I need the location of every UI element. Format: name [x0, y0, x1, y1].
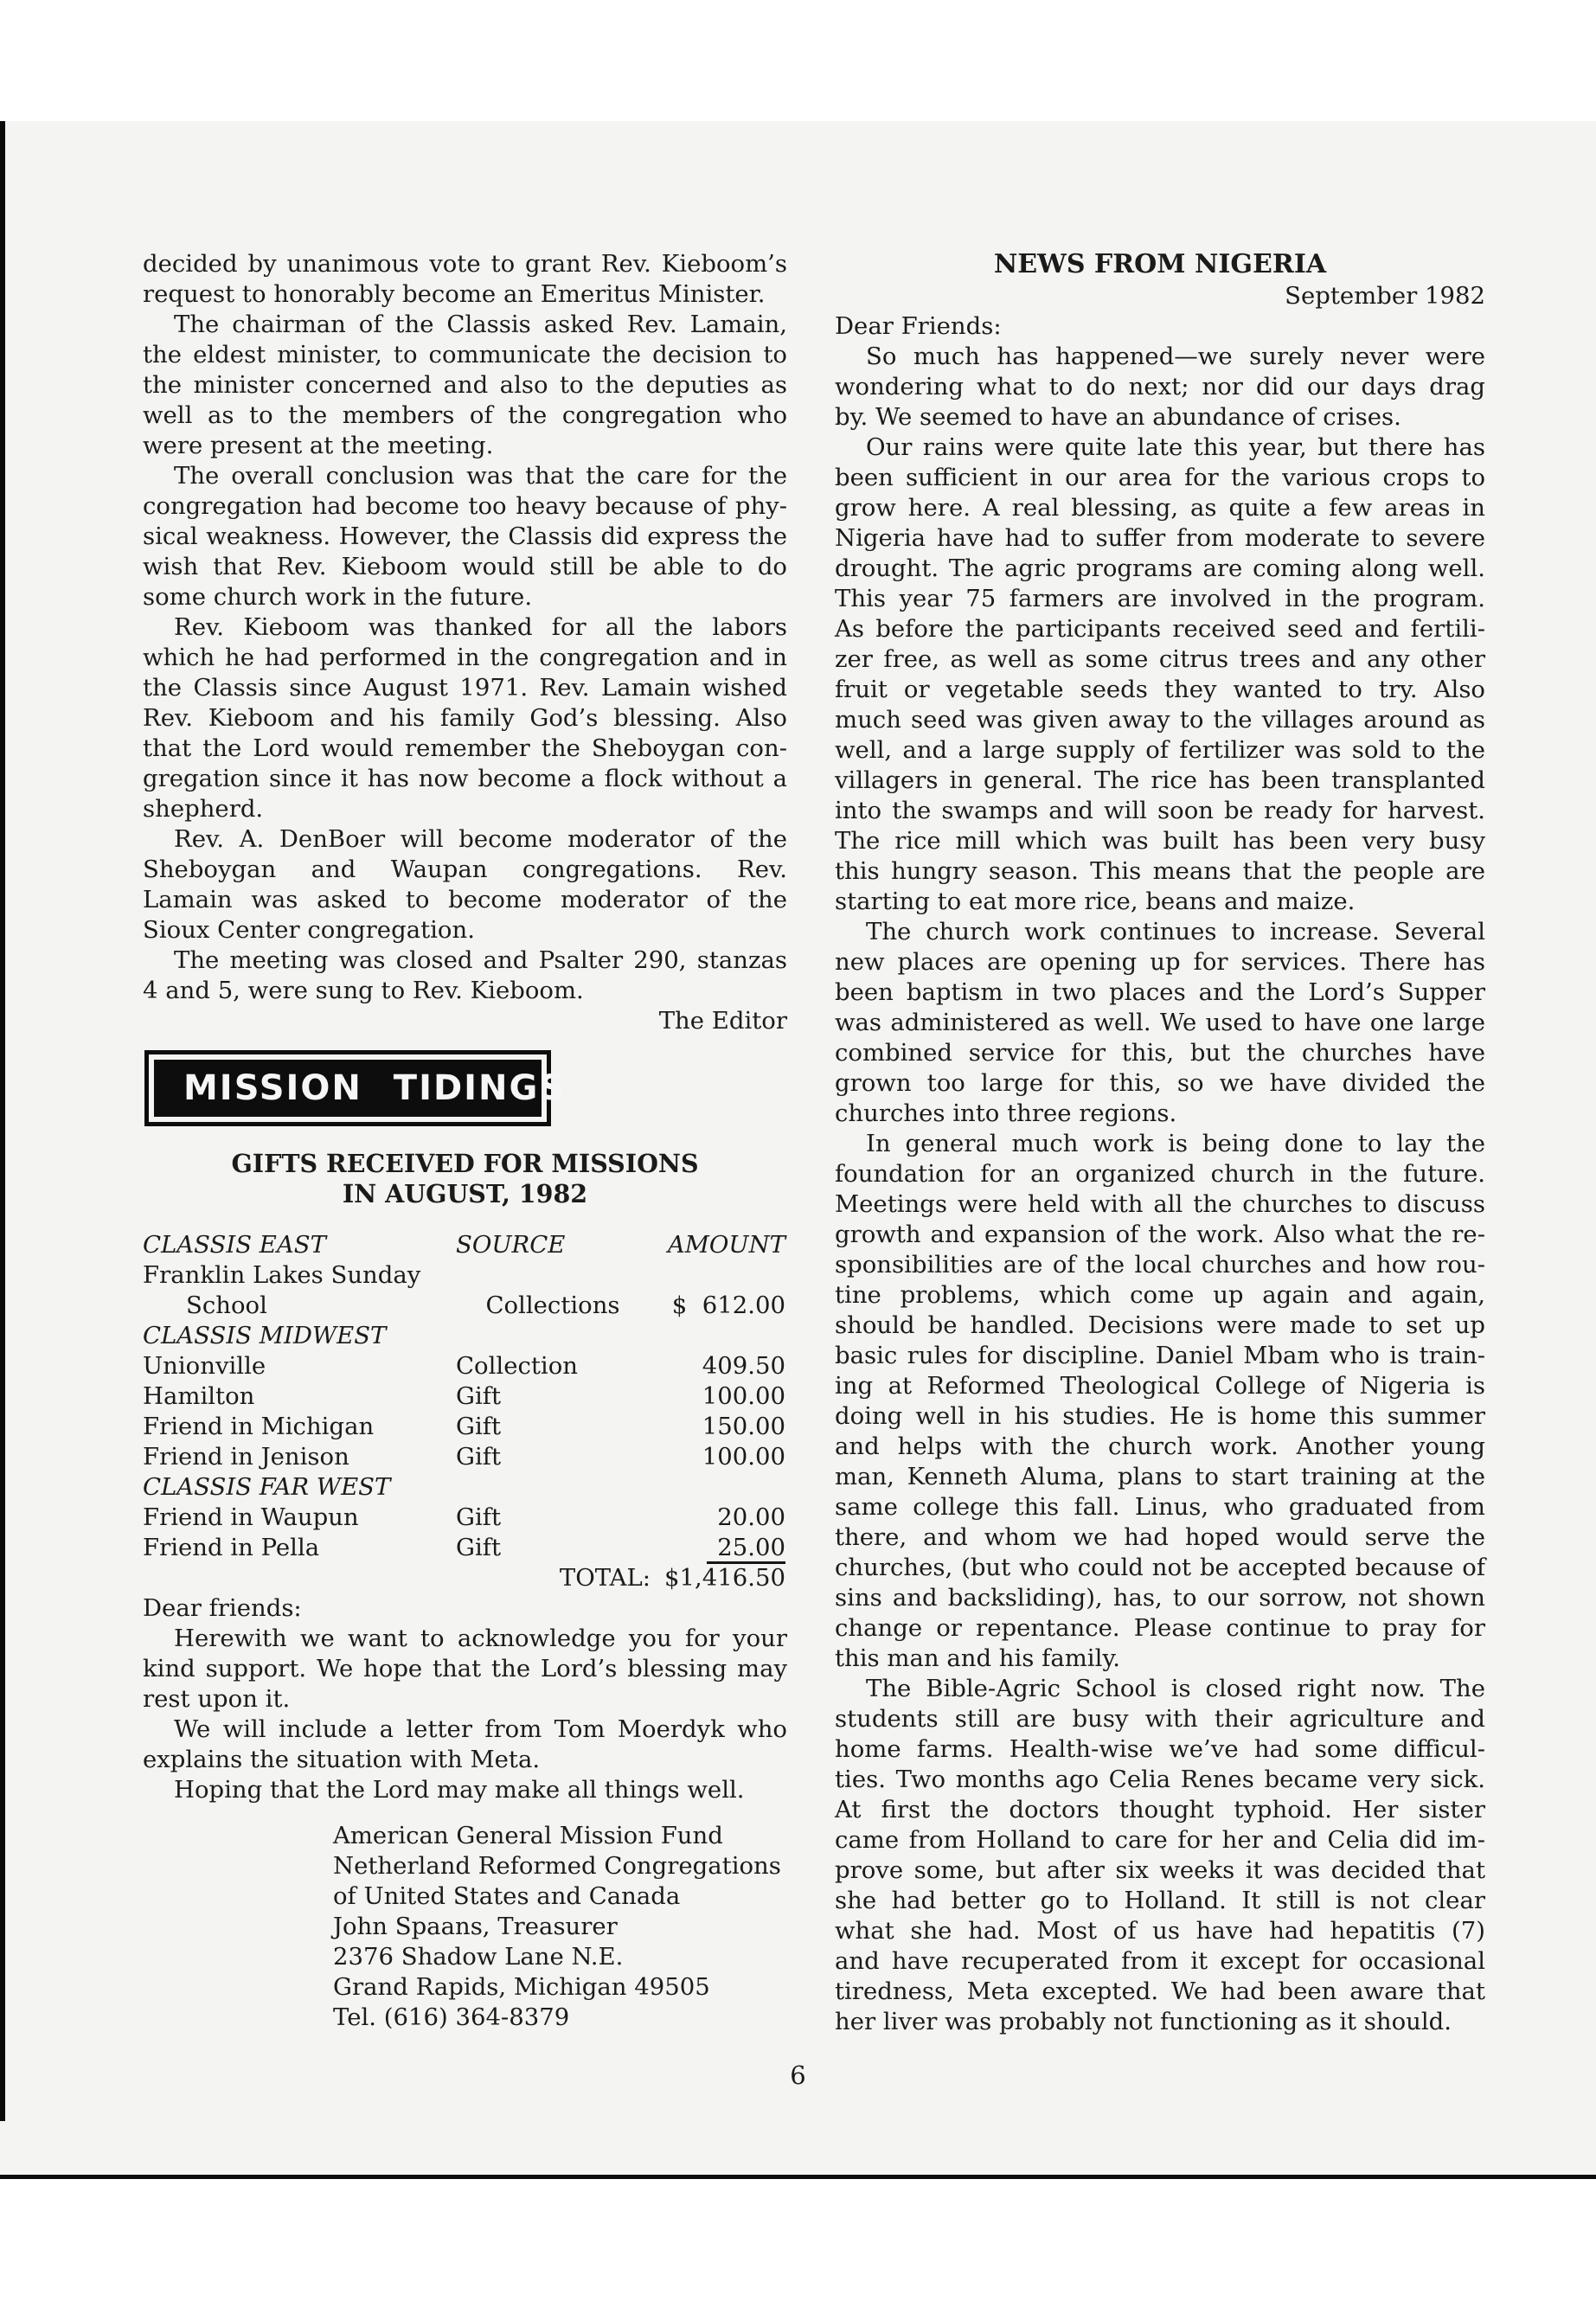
nigeria-letter-paragraphs: [835, 342, 1485, 2037]
text-line: doing well in his studies. He is home this summer: [835, 1402, 1485, 1430]
text-line: Sheboygan and Waupan congregations. Rev.: [143, 856, 787, 883]
gifts-name-cell: CLASSIS MIDWEST: [143, 1322, 387, 1349]
text-line: Meetings were held with all the churches to discuss: [835, 1190, 1485, 1218]
text-line: grown too large for this, so we have divided the: [835, 1069, 1485, 1097]
gifts-table-row: [143, 1412, 787, 1442]
text-line: into the swamps and will soon be ready for harvest.: [835, 797, 1485, 824]
text-line: gregation since it has now become a flock without a: [143, 765, 787, 792]
page-number: 6: [790, 2061, 806, 2090]
text-line: shepherd.: [143, 795, 264, 823]
text-line: came from Holland to care for her and Celia did im-: [835, 1826, 1485, 1854]
gifts-source-cell: Collections: [485, 1292, 620, 1319]
text-line: this hungry season. This means that the people are: [835, 857, 1485, 885]
gifts-name-cell: Friend in Michigan: [143, 1413, 375, 1440]
gifts-amount-cell: $ 612.00: [671, 1292, 785, 1319]
gifts-name-cell: School: [186, 1292, 267, 1319]
news-from-nigeria-heading: NEWS FROM NIGERIA: [993, 249, 1327, 279]
text-line: man, Kenneth Aluma, plans to start training at the: [835, 1463, 1485, 1490]
text-line: this man and his family.: [835, 1644, 1121, 1672]
text-line: kind support. We hope that the Lord’s blessing may: [143, 1655, 787, 1682]
address-line: Grand Rapids, Michigan 49505: [333, 1973, 710, 2001]
text-line: zer free, as well as some citrus trees and any other: [835, 645, 1485, 673]
paragraph: [143, 310, 787, 461]
gifts-name-cell: Franklin Lakes Sunday: [143, 1261, 421, 1289]
text-line: been sufficient in our area for the various crops to: [835, 464, 1485, 491]
text-line: decided by unanimous vote to grant Rev. Kieboom’s: [143, 250, 787, 278]
text-line: The rice mill which was built has been very busy: [835, 827, 1485, 855]
text-line: were present at the meeting.: [143, 432, 494, 459]
gifts-source-cell: [456, 1321, 651, 1351]
gifts-heading-line2: IN AUGUST, 1982: [342, 1179, 588, 1208]
gifts-table-row: [143, 1351, 787, 1381]
text-line: sponsibilities are of the local churches and how rou-: [835, 1251, 1485, 1279]
text-line: combined service for this, but the churches have: [835, 1039, 1485, 1067]
text-line: tiredness, Meta excepted. We had been aware that: [835, 1977, 1485, 2005]
paragraph: [143, 461, 787, 612]
text-line: The Bible-Agric School is closed right now. The: [866, 1675, 1485, 1702]
text-line: This year 75 farmers are involved in the program.: [835, 585, 1485, 612]
mission-tidings-banner: [144, 1050, 567, 1126]
text-line: well, and a large supply of fertilizer was sold to the: [835, 736, 1485, 764]
appeal-paragraphs: [143, 1624, 787, 1805]
text-line: ing at Reformed Theological College of Nigeria is: [835, 1372, 1485, 1400]
gifts-amount-cell: [651, 1321, 787, 1351]
paragraph: [835, 342, 1485, 433]
text-line: students still are busy with their agriculture and: [835, 1705, 1485, 1733]
text-line: Rev. Kieboom was thanked for all the labors: [174, 613, 787, 641]
gifts-amount-cell: $1,416.50: [664, 1564, 785, 1592]
gifts-source-cell: Gift: [456, 1534, 501, 1561]
letter-dateline: September 1982: [1285, 282, 1485, 310]
scan-bottom-rule: [0, 2175, 1596, 2179]
gifts-name-cell: [143, 1563, 456, 1593]
text-line: much seed was given away to the villages around as: [835, 706, 1485, 734]
text-line: the eldest minister, to communicate the decision to: [143, 341, 787, 369]
gifts-source-cell: [456, 1260, 651, 1291]
paragraph: [835, 1129, 1485, 1674]
paragraph: [143, 249, 787, 310]
gifts-table-row: [143, 1381, 787, 1412]
text-line: We will include a letter from Tom Moerdyk who: [174, 1715, 787, 1743]
article-byline: The Editor: [658, 1007, 787, 1035]
gifts-amount-cell: AMOUNT: [667, 1231, 785, 1259]
gifts-table-row: [143, 1533, 787, 1563]
address-line: 2376 Shadow Lane N.E.: [333, 1943, 624, 1971]
text-line: new places are opening up for services. There has: [835, 948, 1485, 976]
letter-salutation: Dear Friends:: [835, 312, 1002, 340]
address-line: John Spaans, Treasurer: [333, 1913, 618, 1940]
paragraph: [143, 612, 787, 824]
gifts-table-row: [143, 1291, 787, 1321]
gifts-amount-cell: 100.00: [702, 1443, 785, 1471]
gifts-source-cell: SOURCE: [456, 1231, 566, 1259]
paragraph: [835, 433, 1485, 917]
paragraph: [143, 1624, 787, 1715]
text-line: sical weakness. However, the Classis did express the: [143, 522, 787, 550]
gifts-table-row: [143, 1230, 787, 1260]
appeal-salutation: Dear friends:: [143, 1594, 302, 1622]
text-line: explains the situation with Meta.: [143, 1746, 541, 1773]
gifts-name-cell: CLASSIS FAR WEST: [143, 1473, 391, 1501]
text-line: was administered as well. We used to have one large: [835, 1009, 1485, 1036]
gifts-table-row: [143, 1563, 787, 1593]
text-line: Lamain was asked to become moderator of the: [143, 886, 787, 913]
text-line: home farms. Health-wise we’ve had some difficul-: [835, 1735, 1485, 1763]
gifts-name-cell: Friend in Jenison: [143, 1443, 349, 1471]
classis-article-continuation: [143, 249, 787, 1006]
gifts-source-cell: Gift: [456, 1413, 501, 1440]
gifts-source-cell: Gift: [456, 1443, 501, 1471]
mission-tidings-banner-text: MISSION TIDINGS: [154, 1060, 542, 1117]
text-line: should be handled. Decisions were made to set up: [835, 1311, 1485, 1339]
gifts-table-row: [143, 1260, 787, 1291]
gifts-source-cell: TOTAL:: [559, 1564, 651, 1592]
text-line: 4 and 5, were sung to Rev. Kieboom.: [143, 977, 584, 1004]
text-line: rest upon it.: [143, 1685, 291, 1713]
text-line: congregation had become too heavy because of phy-: [143, 492, 787, 520]
gifts-source-cell: Collection: [456, 1352, 578, 1380]
paragraph: [835, 917, 1485, 1129]
text-line: villagers in general. The rice has been transplanted: [835, 766, 1485, 794]
paragraph: [143, 945, 787, 1006]
address-line: American General Mission Fund: [333, 1822, 723, 1849]
text-line: starting to eat more rice, beans and maize.: [835, 888, 1356, 915]
gifts-heading-line1: GIFTS RECEIVED FOR MISSIONS: [231, 1149, 699, 1178]
text-line: change or repentance. Please continue to pray for: [835, 1614, 1485, 1642]
left-column: [143, 249, 787, 2033]
text-line: her liver was probably not functioning as it should.: [835, 2008, 1452, 2035]
text-line: grow here. A real blessing, as quite a few areas in: [835, 494, 1485, 522]
gifts-table: [143, 1230, 787, 1593]
text-line: basic rules for discipline. Daniel Mbam who is train-: [835, 1342, 1485, 1369]
text-line: she had better go to Holland. It still is not clear: [835, 1887, 1485, 1914]
text-line: prove some, but after six weeks it was decided that: [835, 1856, 1485, 1884]
text-line: As before the participants received seed and fertili-: [835, 615, 1485, 643]
text-line: The chairman of the Classis asked Rev. Lamain,: [174, 311, 787, 338]
mission-fund-address-block: [333, 1821, 787, 2033]
text-line: tine problems, which come up again and again,: [835, 1281, 1485, 1309]
text-line: Rev. Kieboom and his family God’s blessing. Also: [143, 704, 787, 732]
text-line: some church work in the future.: [143, 583, 533, 611]
text-line: The meeting was closed and Psalter 290, stanzas: [174, 946, 787, 974]
gifts-name-cell: Friend in Pella: [143, 1534, 320, 1561]
gifts-amount-cell: 409.50: [702, 1352, 785, 1380]
text-line: Nigeria have had to suffer from moderate to severe: [835, 524, 1485, 552]
text-line: and helps with the church work. Another young: [835, 1433, 1485, 1460]
scan-left-edge-bar: [0, 121, 5, 2121]
gifts-source-cell: Gift: [456, 1503, 501, 1531]
gifts-name-cell: CLASSIS EAST: [143, 1231, 326, 1259]
text-line: ties. Two months ago Celia Renes became very sick.: [835, 1766, 1485, 1793]
gifts-name-cell: Hamilton: [143, 1382, 255, 1410]
text-line: The church work continues to increase. Several: [866, 918, 1485, 945]
text-line: been baptism in two places and the Lord’s Supper: [835, 978, 1485, 1006]
paragraph: [143, 824, 787, 945]
text-line: drought. The agric programs are coming along well.: [835, 554, 1485, 582]
gifts-table-row: [143, 1442, 787, 1472]
right-column: [835, 249, 1485, 2037]
paragraph: [143, 1715, 787, 1775]
text-line: Sioux Center congregation.: [143, 916, 475, 944]
address-line: of United States and Canada: [333, 1882, 681, 1910]
text-line: there, and whom we had hoped would serve the: [835, 1523, 1485, 1551]
address-line: Tel. (616) 364-8379: [333, 2003, 570, 2031]
gifts-table-row: [143, 1472, 787, 1503]
gifts-amount-cell: 100.00: [702, 1382, 785, 1410]
text-line: In general much work is being done to lay the: [866, 1130, 1485, 1157]
gifts-name-cell: Friend in Waupun: [143, 1503, 359, 1531]
gifts-amount-cell: [651, 1260, 787, 1291]
text-line: that the Lord would remember the Sheboygan con-: [143, 734, 787, 762]
text-line: churches into three regions.: [835, 1099, 1177, 1127]
text-line: Herewith we want to acknowledge you for your: [174, 1625, 787, 1652]
text-line: what she had. Most of us have had hepatitis (7): [835, 1917, 1485, 1945]
text-line: the Classis since August 1971. Rev. Lamain wished: [143, 674, 787, 702]
gifts-table-row: [143, 1321, 787, 1351]
text-line: fruit or vegetable seeds they wanted to try. Also: [835, 676, 1485, 703]
text-line: foundation for an organized church in the future.: [835, 1160, 1485, 1188]
text-line: The overall conclusion was that the care for the: [174, 462, 787, 490]
gifts-amount-cell: 150.00: [702, 1413, 785, 1440]
text-line: which he had performed in the congregation and in: [143, 644, 787, 671]
text-line: well as to the members of the congregation who: [143, 401, 787, 429]
text-line: sins and backsliding), has, to our sorrow, not shown: [835, 1584, 1485, 1612]
text-line: Rev. A. DenBoer will become moderator of the: [174, 825, 787, 853]
gifts-amount-cell: [651, 1472, 787, 1503]
gifts-table-row: [143, 1503, 787, 1533]
gifts-heading: [143, 1149, 787, 1209]
text-line: At first the doctors thought typhoid. Her sister: [835, 1796, 1485, 1823]
gifts-amount-cell: 20.00: [717, 1503, 785, 1531]
gifts-amount-cell: 25.00: [651, 1533, 787, 1563]
gifts-name-cell: Unionville: [143, 1352, 266, 1380]
text-line: Hoping that the Lord may make all things well.: [174, 1776, 745, 1804]
text-line: request to honorably become an Emeritus Minister.: [143, 280, 766, 308]
text-line: same college this fall. Linus, who graduated from: [835, 1493, 1485, 1521]
text-line: So much has happened—we surely never were: [866, 343, 1485, 370]
text-line: and have recuperated from it except for occasional: [835, 1947, 1485, 1975]
paragraph: [143, 1775, 787, 1805]
gifts-source-cell: Gift: [456, 1382, 501, 1410]
text-line: by. We seemed to have an abundance of crises.: [835, 403, 1401, 431]
text-line: wondering what to do next; nor did our days drag: [835, 373, 1485, 401]
gifts-source-cell: [456, 1472, 651, 1503]
text-line: growth and expansion of the work. Also what the re-: [835, 1221, 1485, 1248]
text-line: the minister concerned and also to the deputies as: [143, 371, 787, 399]
text-line: Our rains were quite late this year, but there has: [866, 433, 1485, 461]
address-line: Netherland Reformed Congregations: [333, 1852, 781, 1880]
text-line: churches, (but who could not be accepted because of: [835, 1554, 1485, 1581]
text-line: wish that Rev. Kieboom would still be able to do: [143, 553, 787, 580]
paragraph: [835, 1674, 1485, 2037]
